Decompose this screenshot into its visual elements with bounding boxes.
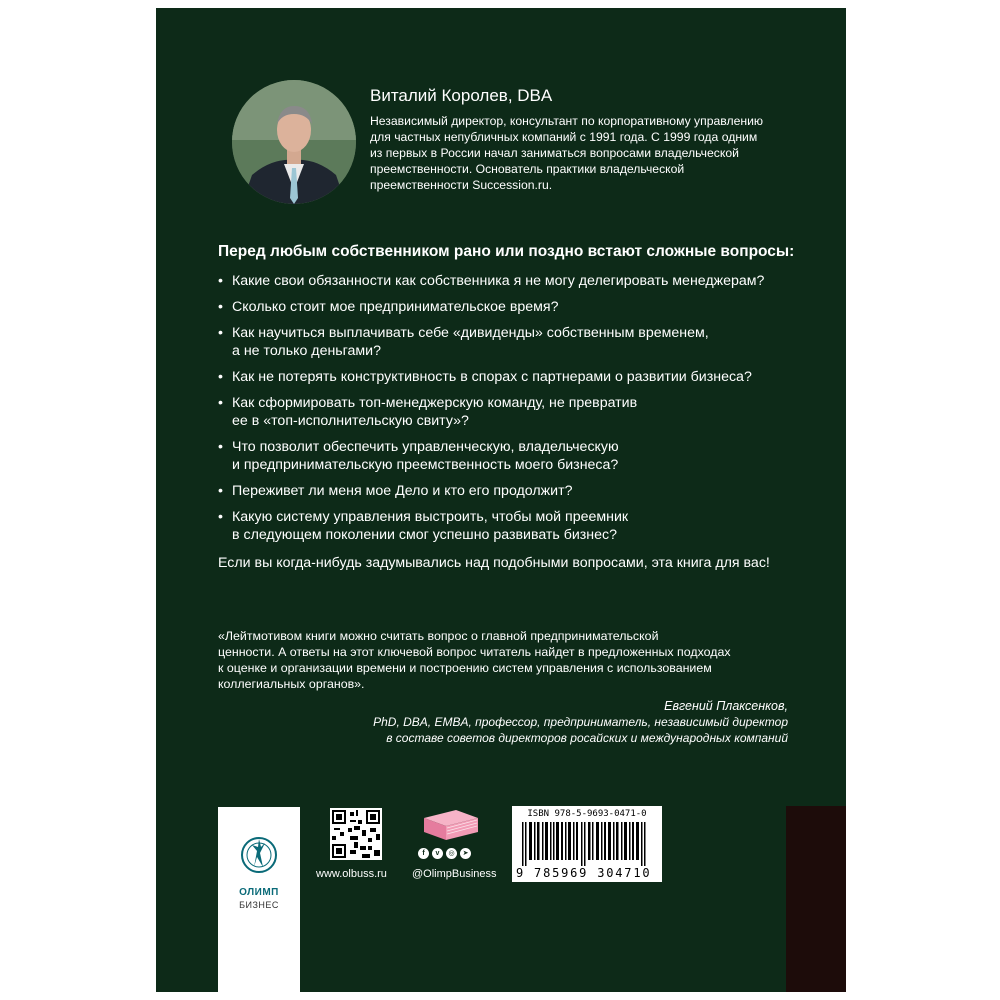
question-line: • Сколько стоит мое предпринимательское время? [232,299,559,315]
facebook-icon[interactable]: f [418,848,429,859]
question-item [218,438,818,474]
barcode [512,806,662,882]
author-bio-line: Независимый директор, консультант по корпоративному управлению [370,114,764,128]
question-item [218,272,818,290]
cover-edge-strip [786,806,846,992]
quote-line: ценности. А ответы на этот ключевой вопрос читатель найдет в предложенных подходах [218,645,731,659]
question-line: ее в «топ-исполнительскую свиту»? [232,413,469,429]
quote-author-credentials: PhD, DBA, EMBA, профессор, предприниматель, независимый директор [373,715,788,729]
publisher-website[interactable]: www.olbuss.ru [316,868,387,880]
question-line: • Как научиться выплачивать себе «дивиденды» собственным временем, [232,325,709,341]
publisher-logo-main: ОЛИМП [239,887,279,898]
qr-code [330,808,382,860]
question-line: • Какие свои обязанности как собственника я не могу делегировать менеджерам? [232,273,765,289]
author-photo [232,80,356,204]
quote-author [308,698,788,746]
publisher-logo [218,807,300,992]
question-line: • Какую систему управления выстроить, чтобы мой преемник [232,509,629,525]
quote-author-credentials: в составе советов директоров росайских и международных компаний [386,731,788,745]
book-icon [420,808,482,842]
quote-line: «Лейтмотивом книги можно считать вопрос о главной предпринимательской [218,629,659,643]
question-item [218,482,818,500]
question-item [218,368,818,386]
olympus-emblem-icon [239,833,279,877]
questions-heading: Перед любым собственником рано или поздно встают сложные вопросы: [218,243,795,260]
barcode-bars [518,822,656,866]
question-line: в следующем поколении смог успешно развивать бизнес? [232,527,618,543]
author-bio-line: преемственности Succession.ru. [370,178,553,192]
question-item [218,298,818,316]
author-bio-line: из первых в России начал заниматься вопросами владельческой [370,146,739,160]
quote-author-name: Евгений Плаксенков, [664,699,788,713]
question-line: • Как сформировать топ-менеджерскую команду, не превратив [232,395,638,411]
author-bio-line: преемственности. Основатель практики владельческой [370,162,685,176]
question-line: и предпринимательскую преемственность моего бизнеса? [232,457,619,473]
review-quote [218,628,793,692]
question-line: • Как не потерять конструктивность в спорах с партнерами о развитии бизнеса? [232,369,752,385]
quote-line: к оценке и организации времени и построению систем управления с использованием [218,661,712,675]
barcode-digits: 9 785969 304710 [516,866,652,880]
question-line: а не только деньгами? [232,343,382,359]
question-line: • Что позволит обеспечить управленческую, владельческую [232,439,619,455]
author-name: Виталий Королев, DBA [370,86,553,105]
question-item [218,508,818,544]
publisher-handle[interactable]: @OlimpBusiness [412,868,497,880]
publisher-logo-sub: БИЗНЕС [239,900,279,910]
author-bio-line: для частных непубличных компаний с 1991 года. С 1999 года одним [370,130,758,144]
instagram-icon[interactable]: ◎ [446,848,457,859]
author-bio [370,113,790,193]
quote-line: коллегиальных органов». [218,677,365,691]
closing-statement: Если вы когда-нибудь задумывались над подобными вопросами, эта книга для вас! [218,555,770,571]
vk-icon[interactable]: v [432,848,443,859]
question-item [218,394,818,430]
social-icons [418,848,471,859]
question-line: • Переживет ли меня мое Дело и кто его продолжит? [232,483,573,499]
isbn-text: ISBN 978-5-9693-0471-0 [527,809,647,819]
telegram-icon[interactable]: ➤ [460,848,471,859]
questions-list [218,272,818,552]
question-item [218,324,818,360]
